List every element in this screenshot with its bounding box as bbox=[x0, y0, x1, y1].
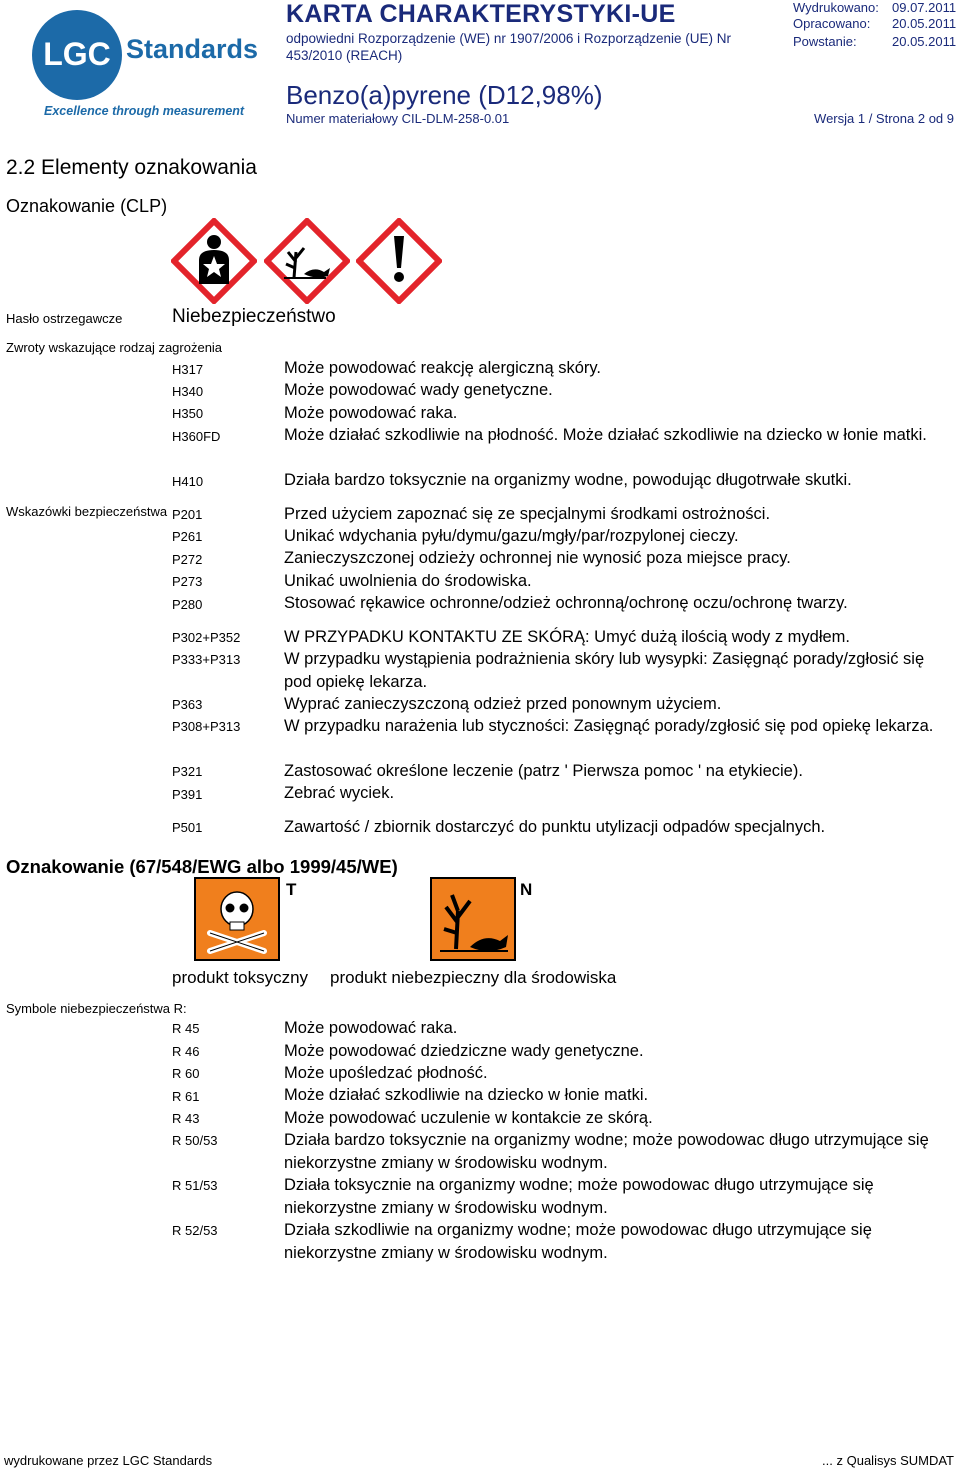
precaution-code: P302+P352 bbox=[172, 630, 241, 645]
precaution-code: P333+P313 bbox=[172, 652, 241, 667]
r-phrase-code: R 51/53 bbox=[172, 1178, 218, 1193]
clp-title: Oznakowanie (CLP) bbox=[6, 196, 168, 216]
precaution-label: Wskazówki bezpieczeństwa bbox=[6, 504, 168, 519]
signal-word-label: Hasło ostrzegawcze bbox=[6, 311, 123, 326]
precaution-code: P273 bbox=[172, 574, 203, 589]
precaution-code: P363 bbox=[172, 697, 203, 712]
r-phrase-code: R 46 bbox=[172, 1044, 200, 1059]
lgc-logo-icon bbox=[30, 8, 124, 102]
precaution-code: P280 bbox=[172, 597, 203, 612]
precaution-code: P501 bbox=[172, 820, 203, 835]
precaution-text: Unikać wdychania pyłu/dymu/gazu/mgły/par/rozpylonej cieczy. bbox=[284, 527, 739, 545]
eu-symbol-caption-n: produkt niebezpieczny dla środowiska bbox=[330, 968, 617, 987]
r-phrase-text: Może powodować dziedziczne wady genetyczne. bbox=[284, 1042, 644, 1060]
hazard-text: Może powodować wady genetyczne. bbox=[284, 381, 553, 399]
r-phrase-text: Może powodować raka. bbox=[284, 1019, 458, 1037]
printed-label: Wydrukowano: bbox=[793, 0, 879, 15]
created-label: Powstanie: bbox=[793, 34, 857, 49]
footer-left: wydrukowane przez LGC Standards bbox=[4, 1453, 213, 1468]
document-subtitle: odpowiedni Rozporządzenie (WE) nr 1907/2006 i Rozporządzenie (UE) Nr 453/2010 (REACH) bbox=[286, 31, 731, 63]
r-phrase-code: R 52/53 bbox=[172, 1223, 218, 1238]
exclamation-mark-icon bbox=[356, 218, 442, 304]
hazard-text: Działa bardzo toksycznie na organizmy wodne, powodując długotrwałe skutki. bbox=[284, 471, 852, 489]
prepared-label: Opracowano: bbox=[793, 16, 871, 31]
hazard-label: Zwroty wskazujące rodzaj zagrożenia bbox=[6, 340, 223, 355]
hazard-code: H360FD bbox=[172, 429, 221, 444]
precaution-text: Unikać uwolnienia do środowiska. bbox=[284, 572, 532, 590]
precaution-text: Zebrać wyciek. bbox=[284, 784, 395, 802]
hazard-code: H410 bbox=[172, 474, 204, 489]
precaution-code: P272 bbox=[172, 552, 203, 567]
precaution-code: P261 bbox=[172, 529, 203, 544]
eu-labelling-title: Oznakowanie (67/548/EWG albo 1999/45/WE) bbox=[6, 856, 398, 877]
eu-symbol-caption-t: produkt toksyczny bbox=[172, 968, 309, 987]
r-phrase-code: R 45 bbox=[172, 1021, 200, 1036]
material-number: Numer materiałowy CIL-DLM-258-0.01 bbox=[286, 111, 510, 126]
precaution-text: Zastosować określone leczenie (patrz ' Pierwsza pomoc ' na etykiecie). bbox=[284, 762, 803, 780]
hazard-code: H317 bbox=[172, 362, 204, 377]
logo-slogan: Excellence through measurement bbox=[44, 104, 245, 118]
precaution-text: Zanieczyszczonej odzieży ochronnej nie wynosić poza miejsce pracy. bbox=[284, 549, 791, 567]
precaution-text: Stosować rękawice ochronne/odzież ochronną/ochronę oczu/ochronę twarzy. bbox=[284, 594, 848, 612]
signal-word: Niebezpieczeństwo bbox=[172, 306, 336, 327]
r-phrase-text: Działa toksycznie na organizmy wodne; może powodowac długo utrzymujące się niekorzystne zmiany w środowisku wodnym. bbox=[284, 1176, 874, 1217]
precaution-text: Przed użyciem zapoznać się ze specjalnymi środkami ostrożności. bbox=[284, 505, 771, 523]
document-title: KARTA CHARAKTERYSTYKI-UE bbox=[286, 0, 676, 28]
r-phrase-text: Działa bardzo toksycznie na organizmy wodne; może powodowac długo utrzymujące się niekorzystne zmiany w środowisku wodnym. bbox=[284, 1131, 929, 1172]
r-phrase-code: R 61 bbox=[172, 1089, 200, 1104]
r-phrases-label: Symbole niebezpieczeństwa R: bbox=[6, 1001, 187, 1016]
precaution-code: P391 bbox=[172, 787, 203, 802]
precaution-code: P321 bbox=[172, 764, 203, 779]
precaution-text: W przypadku wystąpienia podrażnienia skóry lub wysypki: Zasięgnąć porady/zgłosić się pod opiekę lekarza. bbox=[284, 650, 925, 691]
version-page: Wersja 1 / Strona 2 od 9 bbox=[814, 111, 954, 126]
hazard-code: H340 bbox=[172, 384, 204, 399]
r-phrase-text: Może powodować uczulenie w kontakcie ze skórą. bbox=[284, 1109, 653, 1127]
created-value: 20.05.2011 bbox=[892, 34, 957, 49]
section-title: 2.2 Elementy oznakowania bbox=[6, 156, 257, 179]
r-phrase-text: Działa szkodliwie na organizmy wodne; może powodowac długo utrzymujące się niekorzystne zmiany w środowisku wodnym. bbox=[284, 1221, 872, 1262]
r-phrase-text: Może upośledzać płodność. bbox=[284, 1064, 488, 1082]
skull-crossbones-icon bbox=[194, 877, 280, 961]
r-phrase-code: R 50/53 bbox=[172, 1133, 218, 1148]
logo-text: Standards bbox=[126, 34, 259, 64]
precaution-code: P308+P313 bbox=[172, 719, 241, 734]
hazard-text: Może powodować reakcję alergiczną skóry. bbox=[284, 359, 602, 377]
dead-tree-fish-icon bbox=[430, 877, 516, 961]
prepared-value: 20.05.2011 bbox=[892, 16, 957, 31]
footer-right: ... z Qualisys SUMDAT bbox=[822, 1453, 954, 1468]
eu-symbol-letter-n: N bbox=[520, 880, 533, 899]
precaution-text: W PRZYPADKU KONTAKTU ZE SKÓRĄ: Umyć dużą ilością wody z mydłem. bbox=[284, 628, 850, 646]
hazard-code: H350 bbox=[172, 406, 204, 421]
precaution-text: W przypadku narażenia lub styczności: Zasięgnąć porady/zgłosić się pod opiekę lekarza. bbox=[284, 717, 934, 735]
r-phrase-code: R 43 bbox=[172, 1111, 200, 1126]
health-hazard-icon bbox=[171, 218, 257, 304]
precaution-text: Wyprać zanieczyszczoną odzież przed ponownym użyciem. bbox=[284, 695, 722, 713]
product-name: Benzo(a)pyrene (D12,98%) bbox=[286, 80, 603, 110]
environment-hazard-icon bbox=[264, 218, 350, 304]
eu-symbol-letter-t: T bbox=[286, 880, 297, 899]
precaution-code: P201 bbox=[172, 507, 203, 522]
logo-brand: LGC bbox=[43, 36, 111, 72]
hazard-text: Może powodować raka. bbox=[284, 404, 458, 422]
r-phrase-text: Może działać szkodliwie na dziecko w łonie matki. bbox=[284, 1086, 649, 1104]
printed-value: 09.07.2011 bbox=[892, 0, 957, 15]
hazard-text: Może działać szkodliwie na płodność. Może działać szkodliwie na dziecko w łonie matki. bbox=[284, 426, 927, 444]
r-phrase-code: R 60 bbox=[172, 1066, 200, 1081]
precaution-text: Zawartość / zbiornik dostarczyć do punktu utylizacji odpadów specjalnych. bbox=[284, 818, 826, 836]
